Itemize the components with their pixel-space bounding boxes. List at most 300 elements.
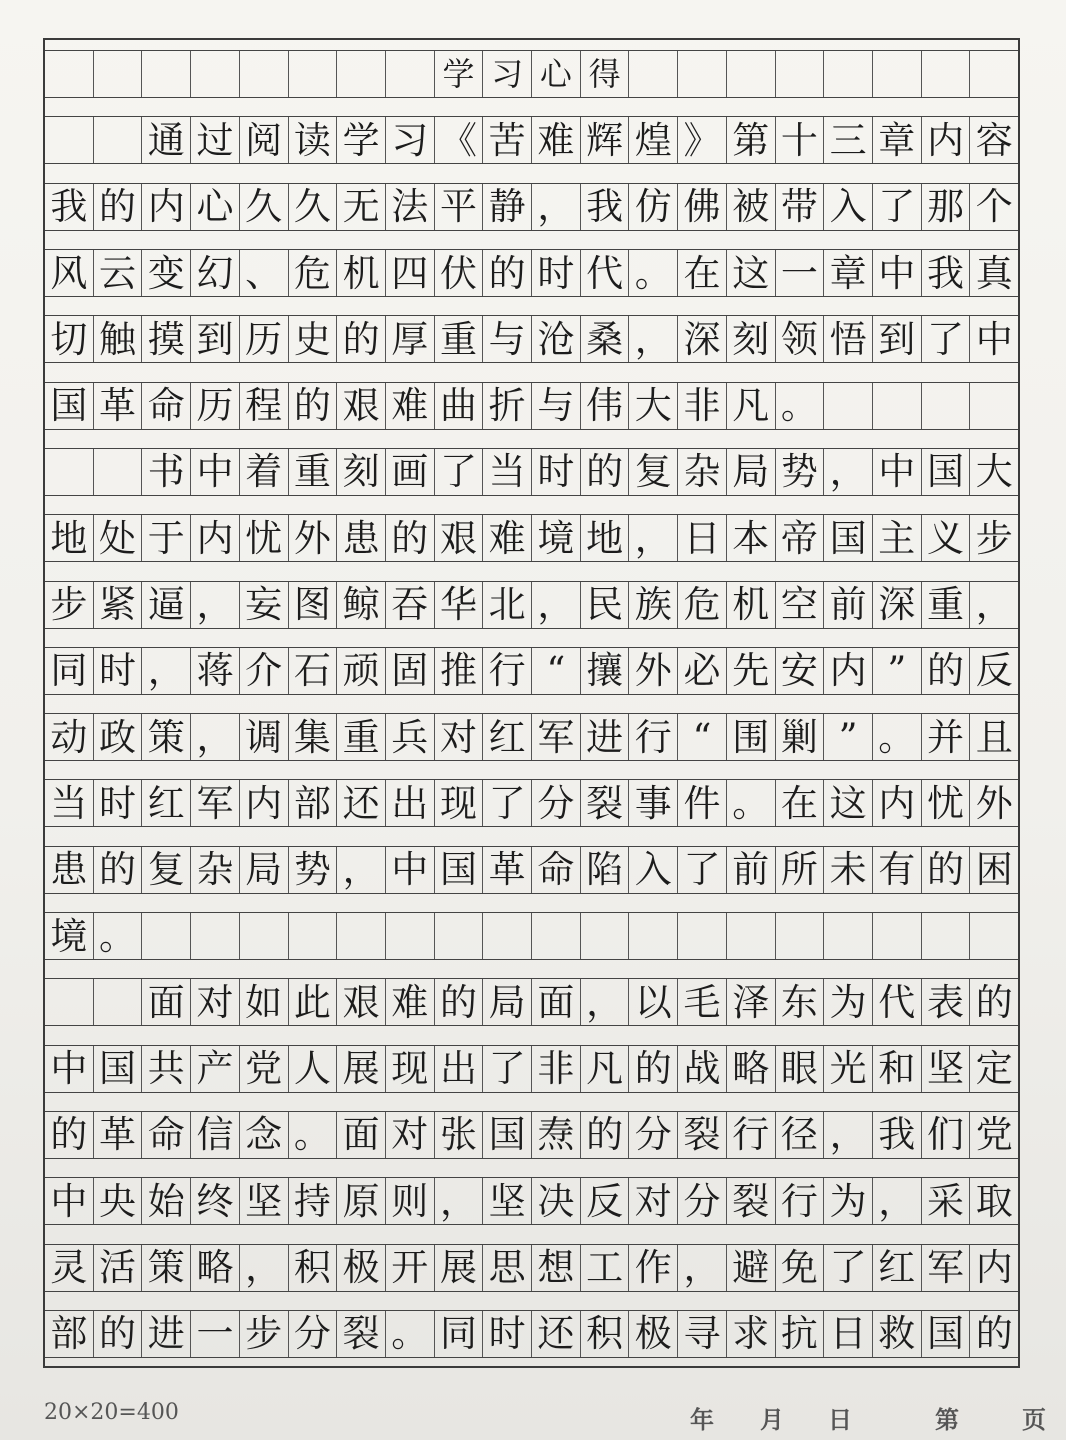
grid-cell: 坚 (240, 1178, 289, 1224)
grid-cell: 中 (873, 250, 922, 296)
grid-cell: 章 (873, 117, 922, 163)
grid-cell: 国 (922, 1311, 971, 1357)
grid-cell: 的 (581, 449, 630, 495)
grid-cell: 围 (727, 714, 776, 760)
grid-cell: 第 (727, 117, 776, 163)
grid-cell: 求 (727, 1311, 776, 1357)
grid-cell (337, 913, 386, 959)
grid-cell: 内 (873, 780, 922, 826)
writing-grid (43, 38, 1020, 1368)
grid-cell: 步 (45, 582, 94, 628)
grid-cell: 当 (45, 780, 94, 826)
grid-cell: 军 (532, 714, 581, 760)
grid-cell: 伏 (435, 250, 484, 296)
grid-cell: 分 (289, 1311, 338, 1357)
grid-cell: 共 (142, 1046, 191, 1092)
grid-capacity-label: 20×20=400 (44, 1400, 179, 1425)
grid-cell: 作 (629, 1245, 678, 1291)
grid-cell (922, 913, 971, 959)
grid-cell (970, 51, 1018, 97)
grid-cell: 中 (45, 1046, 94, 1092)
grid-cell: 步 (975, 516, 1013, 560)
grid-cell: 危 (289, 250, 338, 296)
grid-cell: 石 (289, 648, 338, 694)
grid-cell: ， (532, 582, 581, 628)
grid-cell: 革 (483, 847, 532, 893)
grid-cell (142, 913, 191, 959)
grid-cell: 裂 (727, 1178, 776, 1224)
grid-cell: 工 (581, 1245, 630, 1291)
grid-cell: 的 (975, 980, 1013, 1024)
grid-cell: 非 (532, 1046, 581, 1092)
grid-cell: 固 (386, 648, 435, 694)
grid-cell: 策 (142, 714, 191, 760)
grid-cell (94, 979, 143, 1025)
grid-cell: 国 (45, 383, 94, 429)
grid-cell: 帝 (776, 515, 825, 561)
grid-cell: 如 (240, 979, 289, 1025)
grid-cell: 活 (94, 1245, 143, 1291)
grid-cell: 安 (776, 648, 825, 694)
grid-cell (45, 979, 94, 1025)
grid-cell: ， (824, 449, 873, 495)
grid-cell: 想 (532, 1245, 581, 1291)
grid-cell: 人 (289, 1046, 338, 1092)
grid-cell: 时 (94, 648, 143, 694)
grid-cell: 凡 (581, 1046, 630, 1092)
grid-cell: 章 (824, 250, 873, 296)
grid-cell: 行 (727, 1112, 776, 1158)
grid-cell: 处 (94, 515, 143, 561)
grid-cell: 未 (824, 847, 873, 893)
grid-cell (922, 383, 971, 429)
grid-cell: 们 (922, 1112, 971, 1158)
grid-cell: 吞 (386, 582, 435, 628)
grid-cell: 国 (435, 847, 484, 893)
grid-cell: 空 (776, 582, 825, 628)
grid-cell: 决 (532, 1178, 581, 1224)
grid-cell: ， (435, 1178, 484, 1224)
grid-cell: 局 (483, 979, 532, 1025)
grid-cell: 时 (532, 250, 581, 296)
grid-cell: 寻 (678, 1311, 727, 1357)
grid-cell (970, 383, 1018, 429)
grid-row (45, 713, 1018, 761)
grid-cell: 的 (435, 979, 484, 1025)
grid-cell: 出 (435, 1046, 484, 1092)
grid-cell: 内 (240, 780, 289, 826)
grid-cell: 坚 (483, 1178, 532, 1224)
grid-cell: 机 (727, 582, 776, 628)
grid-cell: 四 (386, 250, 435, 296)
grid-cell: 的 (94, 1311, 143, 1357)
grid-cell: 云 (94, 250, 143, 296)
grid-cell: 境 (45, 913, 94, 959)
grid-row (45, 912, 1018, 960)
grid-cell: 调 (240, 714, 289, 760)
grid-cell: 国 (483, 1112, 532, 1158)
grid-cell: 顽 (337, 648, 386, 694)
grid-cell: 命 (532, 847, 581, 893)
grid-row (45, 183, 1018, 231)
grid-cell: 分 (678, 1178, 727, 1224)
grid-cell: 艰 (337, 979, 386, 1025)
grid-cell: 鲸 (337, 582, 386, 628)
grid-cell: 内 (191, 515, 240, 561)
grid-cell: 的 (337, 316, 386, 362)
grid-cell: 面 (337, 1112, 386, 1158)
grid-cell: 中 (873, 449, 922, 495)
grid-cell: 刻 (727, 316, 776, 362)
grid-cell (776, 913, 825, 959)
grid-row (45, 978, 1018, 1026)
grid-cell: 那 (922, 184, 971, 230)
grid-cell: 风 (45, 250, 94, 296)
grid-cell: 地 (581, 515, 630, 561)
grid-cell: 辉 (581, 117, 630, 163)
grid-cell (824, 383, 873, 429)
grid-cell: 一 (776, 250, 825, 296)
day-label: 日 (828, 1406, 852, 1434)
grid-cell: 了 (483, 1046, 532, 1092)
grid-cell: 党 (240, 1046, 289, 1092)
grid-cell: 反 (975, 649, 1013, 693)
grid-cell: 了 (678, 847, 727, 893)
grid-cell: 领 (776, 316, 825, 362)
grid-cell: 积 (581, 1311, 630, 1357)
year-label: 年 (690, 1406, 714, 1434)
grid-cell: 桑 (581, 316, 630, 362)
grid-cell: 对 (435, 714, 484, 760)
grid-cell: 日 (824, 1311, 873, 1357)
grid-cell: ， (629, 515, 678, 561)
grid-cell: 同 (435, 1311, 484, 1357)
grid-cell: 日 (678, 515, 727, 561)
grid-cell (532, 913, 581, 959)
grid-cell: 径 (776, 1112, 825, 1158)
grid-cell: 势 (289, 847, 338, 893)
grid-cell: 对 (191, 979, 240, 1025)
grid-cell: 着 (240, 449, 289, 495)
grid-cell: 紧 (94, 582, 143, 628)
grid-cell: 红 (873, 1245, 922, 1291)
grid-cell: 入 (824, 184, 873, 230)
grid-cell: ， (629, 316, 678, 362)
grid-cell: 裂 (581, 780, 630, 826)
grid-cell: 的 (629, 1046, 678, 1092)
grid-cell: ， (191, 714, 240, 760)
grid-cell: 裂 (337, 1311, 386, 1357)
grid-cell: 画 (386, 449, 435, 495)
grid-cell: 伟 (581, 383, 630, 429)
grid-cell: 则 (386, 1178, 435, 1224)
grid-cell: 定 (975, 1047, 1013, 1091)
grid-cell: ” (873, 648, 922, 694)
grid-cell: 这 (824, 780, 873, 826)
grid-cell (824, 51, 873, 97)
grid-cell: 阅 (240, 117, 289, 163)
grid-cell: 局 (240, 847, 289, 893)
grid-cell: 同 (45, 648, 94, 694)
grid-cell: 持 (289, 1178, 338, 1224)
grid-cell: 华 (435, 582, 484, 628)
grid-cell: 本 (727, 515, 776, 561)
grid-cell: 到 (191, 316, 240, 362)
grid-cell: 灵 (45, 1245, 94, 1291)
grid-cell: 重 (922, 582, 971, 628)
grid-cell: 书 (142, 449, 191, 495)
grid-cell (678, 51, 727, 97)
grid-cell: 佛 (678, 184, 727, 230)
grid-cell: 行 (776, 1178, 825, 1224)
grid-cell: 极 (337, 1245, 386, 1291)
grid-cell: 我 (922, 250, 971, 296)
grid-cell (45, 449, 94, 495)
grid-row (45, 116, 1018, 164)
grid-cell: 信 (191, 1112, 240, 1158)
grid-cell: 行 (629, 714, 678, 760)
grid-cell (337, 51, 386, 97)
grid-cell: 。 (727, 780, 776, 826)
grid-cell: 部 (289, 780, 338, 826)
grid-cell: 内 (975, 1246, 1013, 1290)
grid-cell: 族 (629, 582, 678, 628)
grid-cell: 《 (435, 117, 484, 163)
grid-cell: 史 (289, 316, 338, 362)
grid-row (45, 581, 1018, 629)
grid-cell: 》 (678, 117, 727, 163)
grid-cell: 时 (483, 1311, 532, 1357)
grid-cell: 难 (386, 979, 435, 1025)
grid-cell (824, 913, 873, 959)
grid-cell: 光 (824, 1046, 873, 1092)
grid-row (45, 1244, 1018, 1292)
grid-cell: 以 (629, 979, 678, 1025)
grid-cell: 对 (386, 1112, 435, 1158)
grid-cell: ， (678, 1245, 727, 1291)
grid-cell: 的 (289, 383, 338, 429)
grid-cell: 面 (532, 979, 581, 1025)
grid-cell: “ (678, 714, 727, 760)
grid-cell: 。 (94, 913, 143, 959)
grid-cell: 杂 (191, 847, 240, 893)
grid-cell: 平 (435, 184, 484, 230)
grid-row (45, 514, 1018, 562)
grid-cell: 图 (289, 582, 338, 628)
grid-cell: 的 (922, 847, 971, 893)
grid-cell: 军 (922, 1245, 971, 1291)
grid-cell: 法 (386, 184, 435, 230)
grid-cell: 过 (191, 117, 240, 163)
grid-cell: 。 (386, 1311, 435, 1357)
grid-cell: 命 (142, 383, 191, 429)
grid-cell: 国 (922, 449, 971, 495)
grid-cell: 坚 (922, 1046, 971, 1092)
grid-cell (289, 51, 338, 97)
grid-cell: 代 (581, 250, 630, 296)
grid-row (45, 448, 1018, 496)
grid-row (45, 315, 1018, 363)
grid-cell: 久 (240, 184, 289, 230)
grid-cell: 战 (678, 1046, 727, 1092)
grid-cell: ， (337, 847, 386, 893)
grid-cell: 还 (532, 1311, 581, 1357)
grid-cell: 极 (629, 1311, 678, 1357)
grid-cell: 毛 (678, 979, 727, 1025)
grid-cell: 、 (240, 250, 289, 296)
grid-cell: 展 (435, 1245, 484, 1291)
grid-cell (873, 51, 922, 97)
grid-cell: 革 (94, 383, 143, 429)
grid-cell: 凡 (727, 383, 776, 429)
grid-cell: 攘 (581, 648, 630, 694)
grid-cell: 产 (191, 1046, 240, 1092)
grid-cell: 复 (142, 847, 191, 893)
grid-cell: 沧 (532, 316, 581, 362)
grid-cell: 中 (386, 847, 435, 893)
grid-cell: 介 (240, 648, 289, 694)
grid-cell: 杂 (678, 449, 727, 495)
grid-cell (191, 913, 240, 959)
grid-cell: 患 (337, 515, 386, 561)
grid-cell: 煌 (629, 117, 678, 163)
grid-cell: 现 (435, 780, 484, 826)
grid-cell: ” (824, 714, 873, 760)
grid-cell: 必 (678, 648, 727, 694)
grid-cell: 红 (483, 714, 532, 760)
grid-cell: 推 (435, 648, 484, 694)
grid-cell: 艰 (337, 383, 386, 429)
grid-cell (94, 51, 143, 97)
grid-cell: 学 (337, 117, 386, 163)
month-label: 月 (760, 1406, 784, 1434)
grid-cell: 有 (873, 847, 922, 893)
grid-cell: 带 (776, 184, 825, 230)
grid-cell: 个 (975, 185, 1013, 229)
title-row (45, 50, 1018, 98)
grid-cell: 的 (45, 1112, 94, 1158)
grid-cell: 此 (289, 979, 338, 1025)
grid-cell: 救 (873, 1311, 922, 1357)
grid-cell (727, 913, 776, 959)
grid-cell: 陷 (581, 847, 630, 893)
grid-cell (142, 51, 191, 97)
grid-cell: 取 (975, 1179, 1013, 1223)
grid-cell: 兵 (386, 714, 435, 760)
grid-cell (386, 913, 435, 959)
grid-cell (970, 913, 1018, 959)
grid-cell: 局 (727, 449, 776, 495)
grid-cell: 程 (240, 383, 289, 429)
grid-cell: 变 (142, 250, 191, 296)
grid-cell: 妄 (240, 582, 289, 628)
grid-cell: 。 (873, 714, 922, 760)
grid-cell: 国 (94, 1046, 143, 1092)
grid-cell: 幻 (191, 250, 240, 296)
grid-cell: 中 (45, 1178, 94, 1224)
grid-cell: 机 (337, 250, 386, 296)
grid-cell (289, 913, 338, 959)
page-prefix-label: 第 (935, 1406, 959, 1434)
grid-cell: 的 (483, 250, 532, 296)
grid-cell: 。 (289, 1112, 338, 1158)
grid-cell (240, 51, 289, 97)
grid-cell: 复 (629, 449, 678, 495)
grid-cell: 政 (94, 714, 143, 760)
grid-cell: 困 (975, 848, 1013, 892)
grid-cell (727, 51, 776, 97)
grid-cell: 反 (581, 1178, 630, 1224)
grid-cell: 现 (386, 1046, 435, 1092)
grid-cell (94, 117, 143, 163)
grid-cell: 了 (435, 449, 484, 495)
grid-cell: 于 (142, 515, 191, 561)
grid-cell: 刻 (337, 449, 386, 495)
grid-cell: 势 (776, 449, 825, 495)
grid-cell: 前 (824, 582, 873, 628)
grid-cell: 和 (873, 1046, 922, 1092)
grid-cell: 重 (289, 449, 338, 495)
grid-cell: ， (532, 184, 581, 230)
grid-cell: 深 (678, 316, 727, 362)
grid-cell: 先 (727, 648, 776, 694)
grid-cell: 了 (824, 1245, 873, 1291)
grid-cell: ， (581, 979, 630, 1025)
grid-cell: 对 (629, 1178, 678, 1224)
grid-cell: 进 (142, 1311, 191, 1357)
grid-cell: 重 (337, 714, 386, 760)
grid-cell (678, 913, 727, 959)
grid-cell (629, 51, 678, 97)
grid-cell: 静 (483, 184, 532, 230)
grid-cell: 动 (45, 714, 94, 760)
grid-cell: 我 (45, 184, 94, 230)
grid-cell: 时 (532, 449, 581, 495)
grid-cell: 原 (337, 1178, 386, 1224)
grid-cell: 容 (975, 118, 1013, 162)
grid-row (45, 1111, 1018, 1159)
grid-cell: 面 (142, 979, 191, 1025)
grid-row (45, 382, 1018, 430)
grid-row (45, 1310, 1018, 1358)
grid-cell: 内 (142, 184, 191, 230)
grid-cell: 中 (191, 449, 240, 495)
grid-cell: 这 (727, 250, 776, 296)
grid-cell: 深 (873, 582, 922, 628)
grid-cell: ， (975, 583, 1013, 627)
grid-cell: 厚 (386, 316, 435, 362)
grid-cell: 切 (45, 316, 94, 362)
grid-cell: 行 (483, 648, 532, 694)
grid-cell: 苦 (483, 117, 532, 163)
grid-cell: 命 (142, 1112, 191, 1158)
grid-cell: 了 (922, 316, 971, 362)
grid-cell (386, 51, 435, 97)
grid-cell: 眼 (776, 1046, 825, 1092)
grid-cell: 地 (45, 515, 94, 561)
grid-cell: 件 (678, 780, 727, 826)
grid-cell: 十 (776, 117, 825, 163)
grid-cell: 难 (532, 117, 581, 163)
grid-cell: 所 (776, 847, 825, 893)
grid-cell: “ (532, 648, 581, 694)
grid-cell: 外 (975, 781, 1013, 825)
grid-cell: 焘 (532, 1112, 581, 1158)
grid-cell: 大 (975, 450, 1013, 494)
grid-cell (240, 913, 289, 959)
grid-cell: 折 (483, 383, 532, 429)
grid-cell: 内 (824, 648, 873, 694)
